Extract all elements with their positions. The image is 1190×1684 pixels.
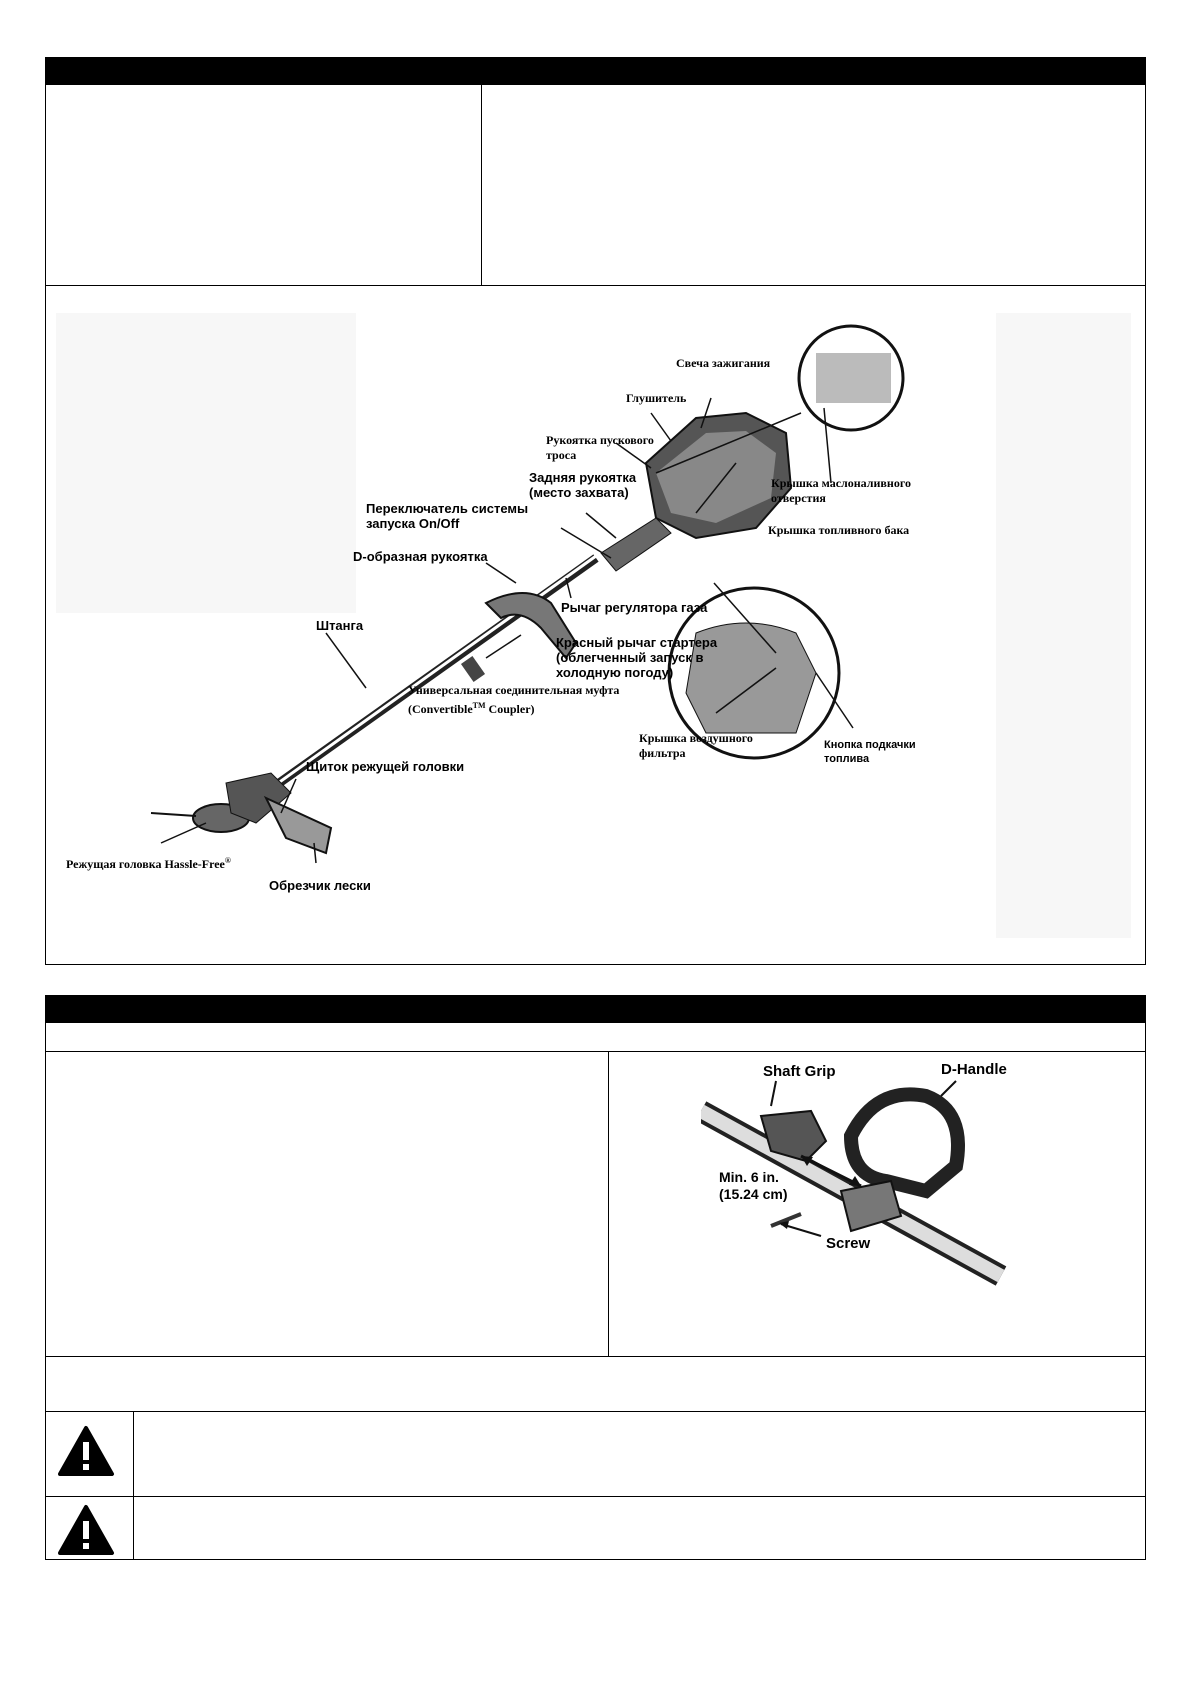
label-spark-plug: Свеча зажигания: [676, 356, 771, 370]
column-divider-2: [608, 1051, 609, 1356]
label-throttle: Рычаг регулятора газа: [561, 600, 708, 615]
row-divider-4: [46, 1496, 1145, 1497]
label-coupler-line2: (Convertible™ Coupler): [408, 701, 535, 716]
trimmer-drawing: [56, 313, 1131, 938]
label-primer: Кнопка подкачки топлива: [824, 739, 916, 765]
label-fuel-cap: Крышка топливного бака: [768, 523, 910, 537]
column-divider: [481, 85, 482, 285]
label-shaft: Штанга: [316, 618, 364, 633]
warning-icon: [56, 1424, 116, 1479]
section-header-bar-2: [46, 996, 1145, 1023]
label-cutting-head: Режущая головка Hassle-Free®: [66, 856, 231, 871]
d-handle-figure: [701, 1056, 1121, 1306]
subheader-divider: [46, 1051, 1145, 1052]
section-header-bar: [46, 58, 1145, 85]
label-guard: Щиток режущей головки: [306, 759, 465, 774]
row-divider-2: [46, 1356, 1145, 1357]
d-handle-label: D-Handle: [941, 1061, 1007, 1078]
label-starter-handle: Рукоятка пускового троса: [546, 433, 654, 462]
shaft-grip-label: Shaft Grip: [763, 1063, 836, 1080]
min-distance-label-2: (15.24 cm): [719, 1186, 788, 1202]
screw-label: Screw: [826, 1235, 871, 1252]
label-coupler-line1: Универсальная соединительная муфта: [408, 683, 620, 697]
label-on-off-switch: Переключатель системы запуска On/Off: [366, 501, 529, 531]
label-choke: Красный рычаг стартера (облегченный запуск в холодную погоду): [556, 635, 718, 680]
trimmer-diagram: [56, 313, 1131, 938]
components-section: [45, 57, 1146, 965]
label-air-filter: Крышка воздушного фильтра: [639, 731, 753, 760]
label-coupler: [408, 683, 619, 717]
assembly-section: [45, 995, 1146, 1560]
row-divider-3: [46, 1411, 1145, 1412]
icon-column-divider: [133, 1411, 134, 1559]
warning-icon-2: [56, 1503, 116, 1558]
min-distance-label-1: Min. 6 in.: [719, 1169, 779, 1185]
d-handle-loop: [851, 1094, 958, 1191]
label-line-cutter: Обрезчик лески: [269, 878, 371, 893]
label-d-handle: D-образная рукоятка: [353, 549, 488, 564]
label-muffler: Глушитель: [626, 391, 687, 405]
label-oil-cap: Крышка маслоналивного отверстия: [771, 476, 911, 505]
row-divider: [46, 285, 1145, 286]
label-rear-handle: Задняя рукоятка (место захвата): [529, 470, 637, 500]
